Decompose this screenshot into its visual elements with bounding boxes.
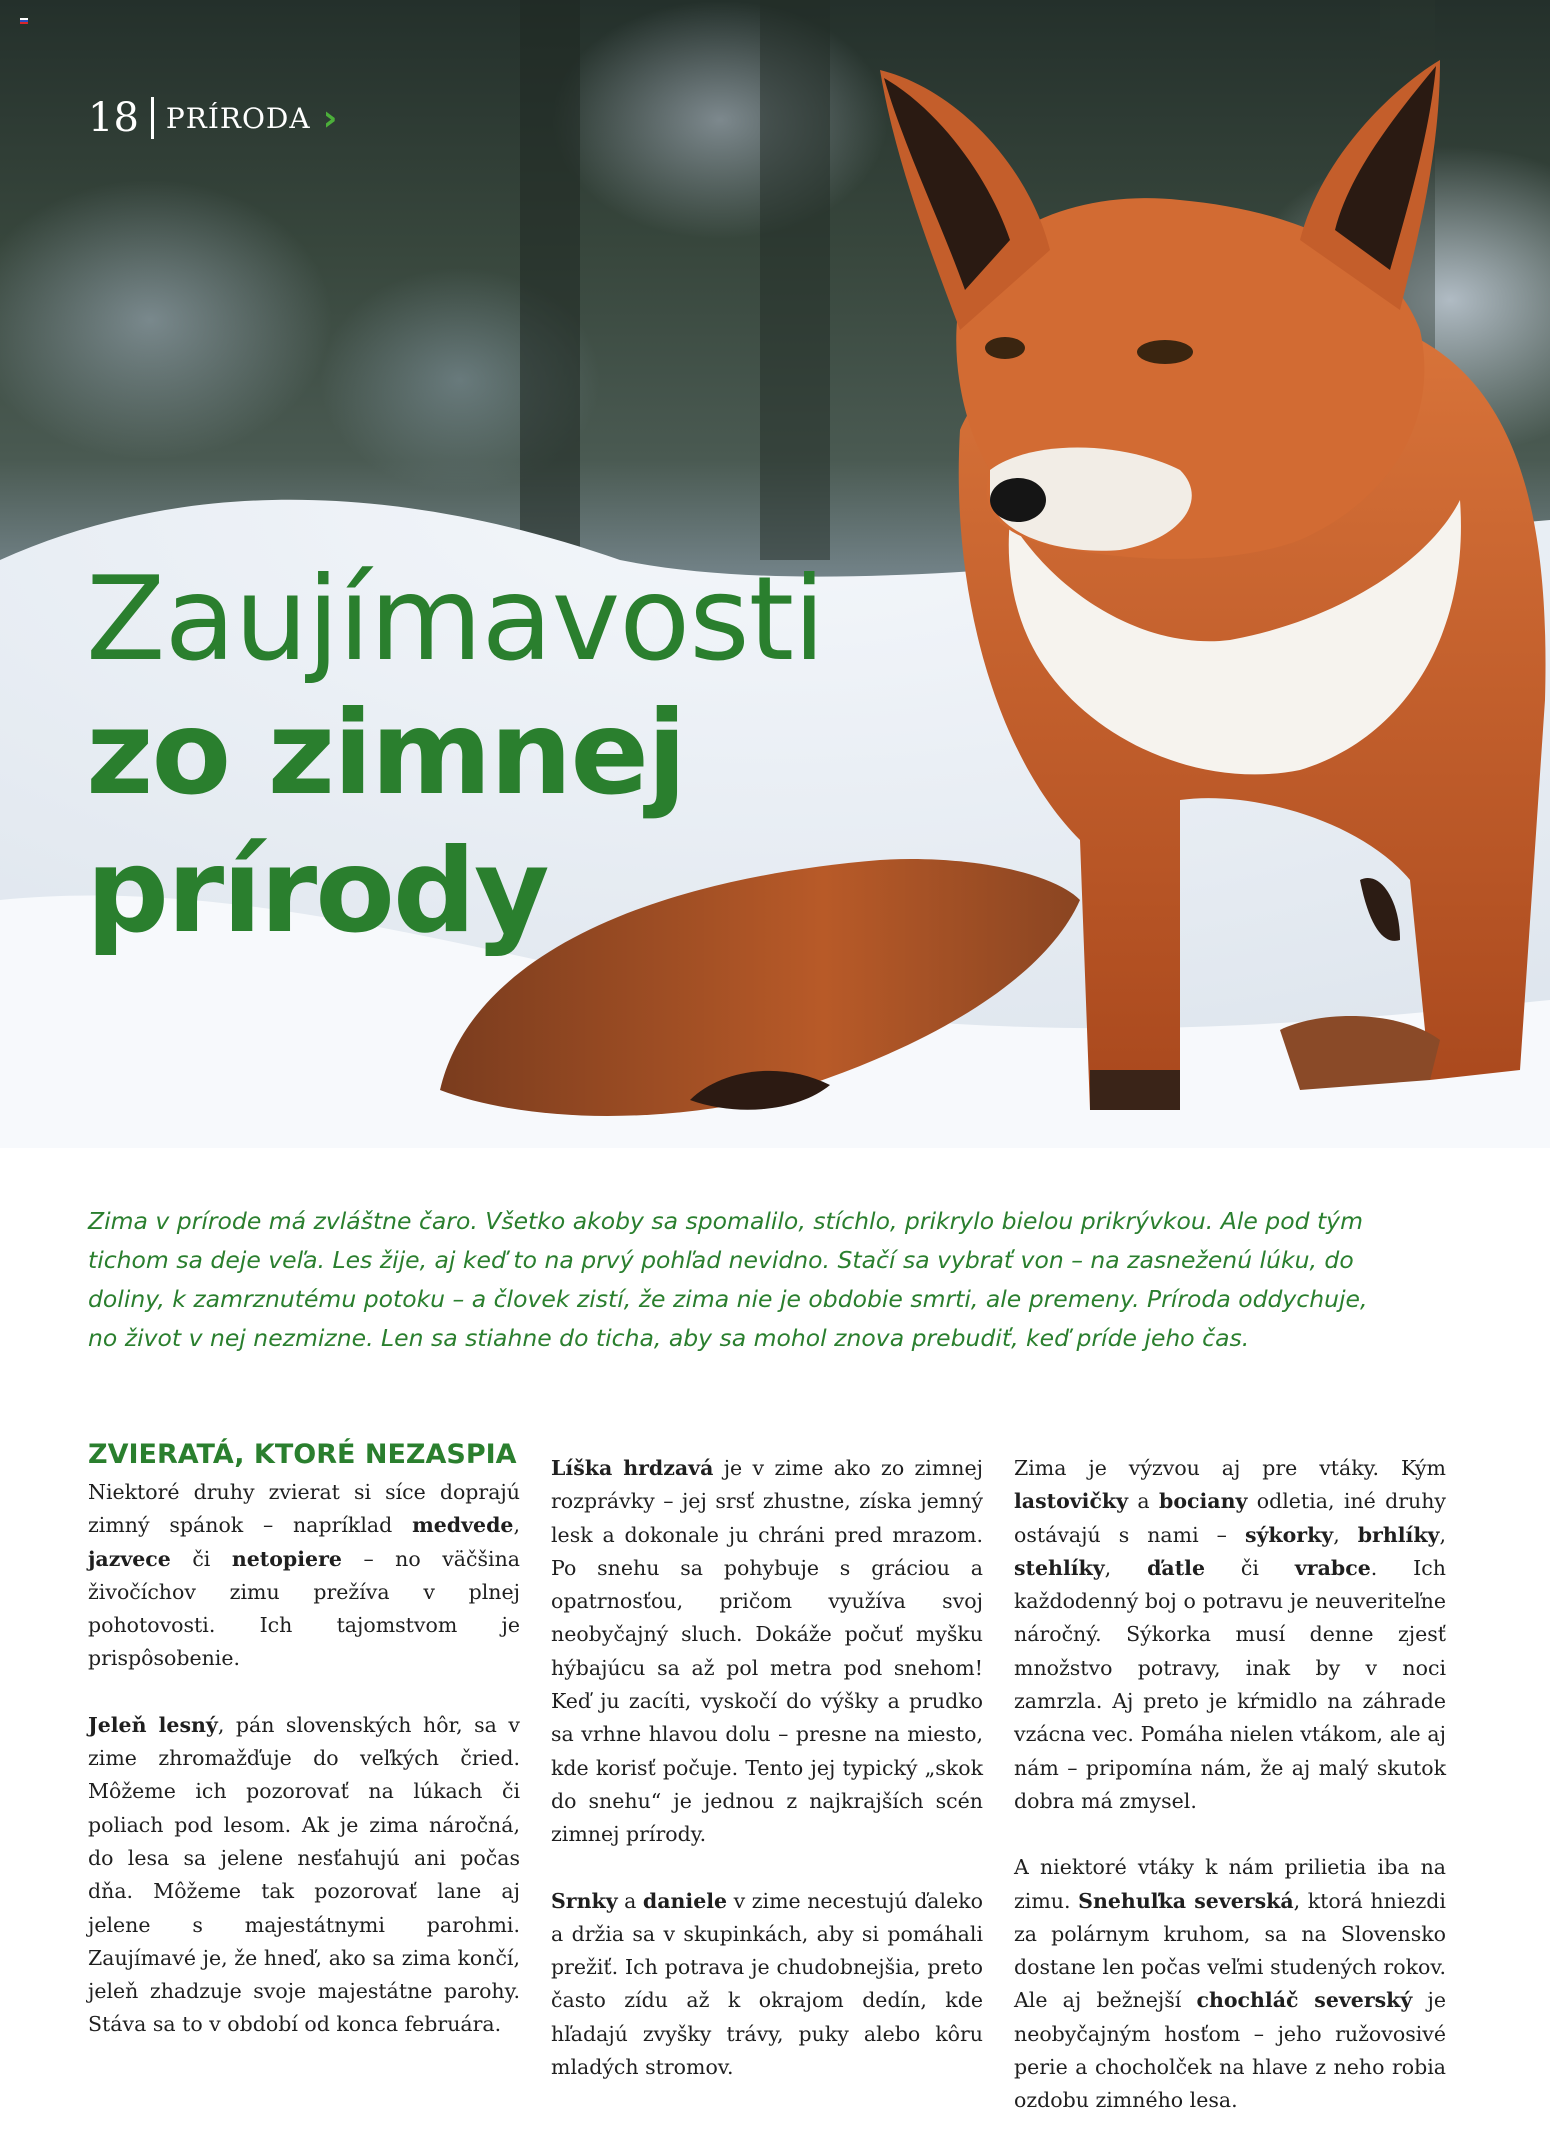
- section-label: PRÍRODA: [165, 101, 311, 135]
- bold-term: ďatle: [1147, 1555, 1206, 1580]
- title-line-2: zo zimnej: [86, 686, 685, 821]
- page-number: 18: [88, 95, 139, 141]
- page-header: [88, 93, 337, 143]
- bold-term: jazvece: [88, 1546, 171, 1571]
- chevron-right-icon: ›: [322, 97, 338, 139]
- column-1: [88, 1438, 520, 2075]
- page-title: [86, 552, 825, 961]
- lead-paragraph: Zima v prírode má zvláštne čaro. Všetko akoby sa spomalilo, stíchlo, prikrylo bielou prikrývkou. Ale pod tým tichom sa deje veľa. Les žije, aj keď to na prvý pohľad nevidno. Stačí sa vybrať von – na zasneženú lúku, do doliny, k zamrznutému potoku – a človek zistí, že zima nie je obdobie smrti, ale premeny. Príroda oddychuje, no život v nej nezmizne. Len sa stiahne do ticha, aby sa mohol znova prebudiť, keď príde jeho čas.: [88, 1206, 1368, 1352]
- column-3: [1014, 1452, 1446, 2151]
- bold-term: Líška hrdzavá: [551, 1456, 714, 1480]
- paragraph: A niektoré vtáky k nám prilietia iba na zimu. Snehuľka severská, ktorá hniezdi za polárnym kruhom, sa na Slovensko dostane len počas veľmi studených rokov. Ale aj bežnejší chochláč severský je neobyčajným hosťom – jeho ružovosivé perie a chocholček na hlave z neho robia ozdobu zimného lesa.: [1014, 1855, 1446, 2113]
- bold-term: vrabce: [1294, 1555, 1371, 1580]
- paragraph: Niektoré druhy zvierat si síce doprajú zimný spánok – napríklad medvede, jazvece či netopiere – no väčšina živočíchov zimu prežíva v plnej pohotovosti. Ich tajomstvom je prispôsobenie.: [88, 1480, 520, 1671]
- title-line-1: Zaujímavosti: [86, 552, 825, 687]
- bold-term: stehlíky: [1014, 1555, 1105, 1580]
- bold-term: lastovičky: [1014, 1489, 1129, 1514]
- bold-term: bociany: [1159, 1489, 1248, 1514]
- bold-term: Srnky: [551, 1888, 618, 1913]
- bold-term: sýkorky: [1244, 1522, 1334, 1547]
- title-line-3: prírody: [86, 824, 548, 959]
- section-heading: ZVIERATÁ, KTORÉ NEZASPIA: [88, 1439, 517, 1470]
- column-2: [551, 1452, 983, 2117]
- bold-term: medvede: [412, 1513, 514, 1538]
- paragraph: Jeleň lesný, pán slovenských hôr, sa v zime zhromažďuje do veľkých čried. Môžeme ich pozorovať na lúkach či poliach pod lesom. Ak je zima náročná, do lesa sa jelene nesťahujú ani počas dňa. Môžeme tak pozorovať lane aj jelene s majestátnymi parohmi. Zaujímavé je, že hneď, ako sa zima končí, jeleň zhadzuje svoje majestátne parohy. Stáva sa to v období od konca februára.: [88, 1712, 520, 2037]
- bold-term: netopiere: [231, 1546, 342, 1571]
- paragraph: Zima je výzvou aj pre vtáky. Kým lastovičky a bociany odletia, iné druhy ostávajú s nami – sýkorky, brhlíky, stehlíky, ďatle či vrabce. Ich každodenný boj o potravu je neuveriteľne náročný. Sýkorka musí denne zjesť množstvo potravy, inak by v noci zamrzla. Aj preto je kŕmidlo na záhrade vzácna vec. Pomáha nielen vtákom, ale aj nám – pripomína nám, že aj malý skutok dobra má zmysel.: [1014, 1456, 1446, 1813]
- paragraph: Líška hrdzavá je v zime ako zo zimnej rozprávky – jej srsť zhustne, získa jemný lesk a dokonale ju chráni pred mrazom. Po snehu sa pohybuje s gráciou a opatrnosťou, pričom využíva svoj neobyčajný sluch. Dokáže počuť myšku hýbajúcu sa až pol metra pod snehom! Keď ju zacíti, vyskočí do výšky a prudko sa vrhne hlavou dolu – presne na miesto, kde korisť počuje. Tento jej typický „skok do snehu“ je jednou z najkrajších scén zimnej prírody.: [551, 1456, 983, 1847]
- bold-term: daniele: [642, 1888, 728, 1913]
- bold-term: Snehuľka severská: [1078, 1888, 1294, 1913]
- bold-term: brhlíky: [1357, 1522, 1440, 1547]
- header-divider: [151, 97, 154, 139]
- flag-icon: [20, 18, 28, 24]
- bold-term: Jeleň lesný: [88, 1712, 218, 1737]
- bold-term: chochláč severský: [1196, 1988, 1413, 2013]
- paragraph: Srnky a daniele v zime necestujú ďaleko a držia sa v skupinkách, aby si pomáhali prežiť. Ich potrava je chudobnejšia, preto často zídu až k okrajom dedín, kde hľadajú zvyšky trávy, puky alebo kôru mladých stromov.: [551, 1888, 983, 2080]
